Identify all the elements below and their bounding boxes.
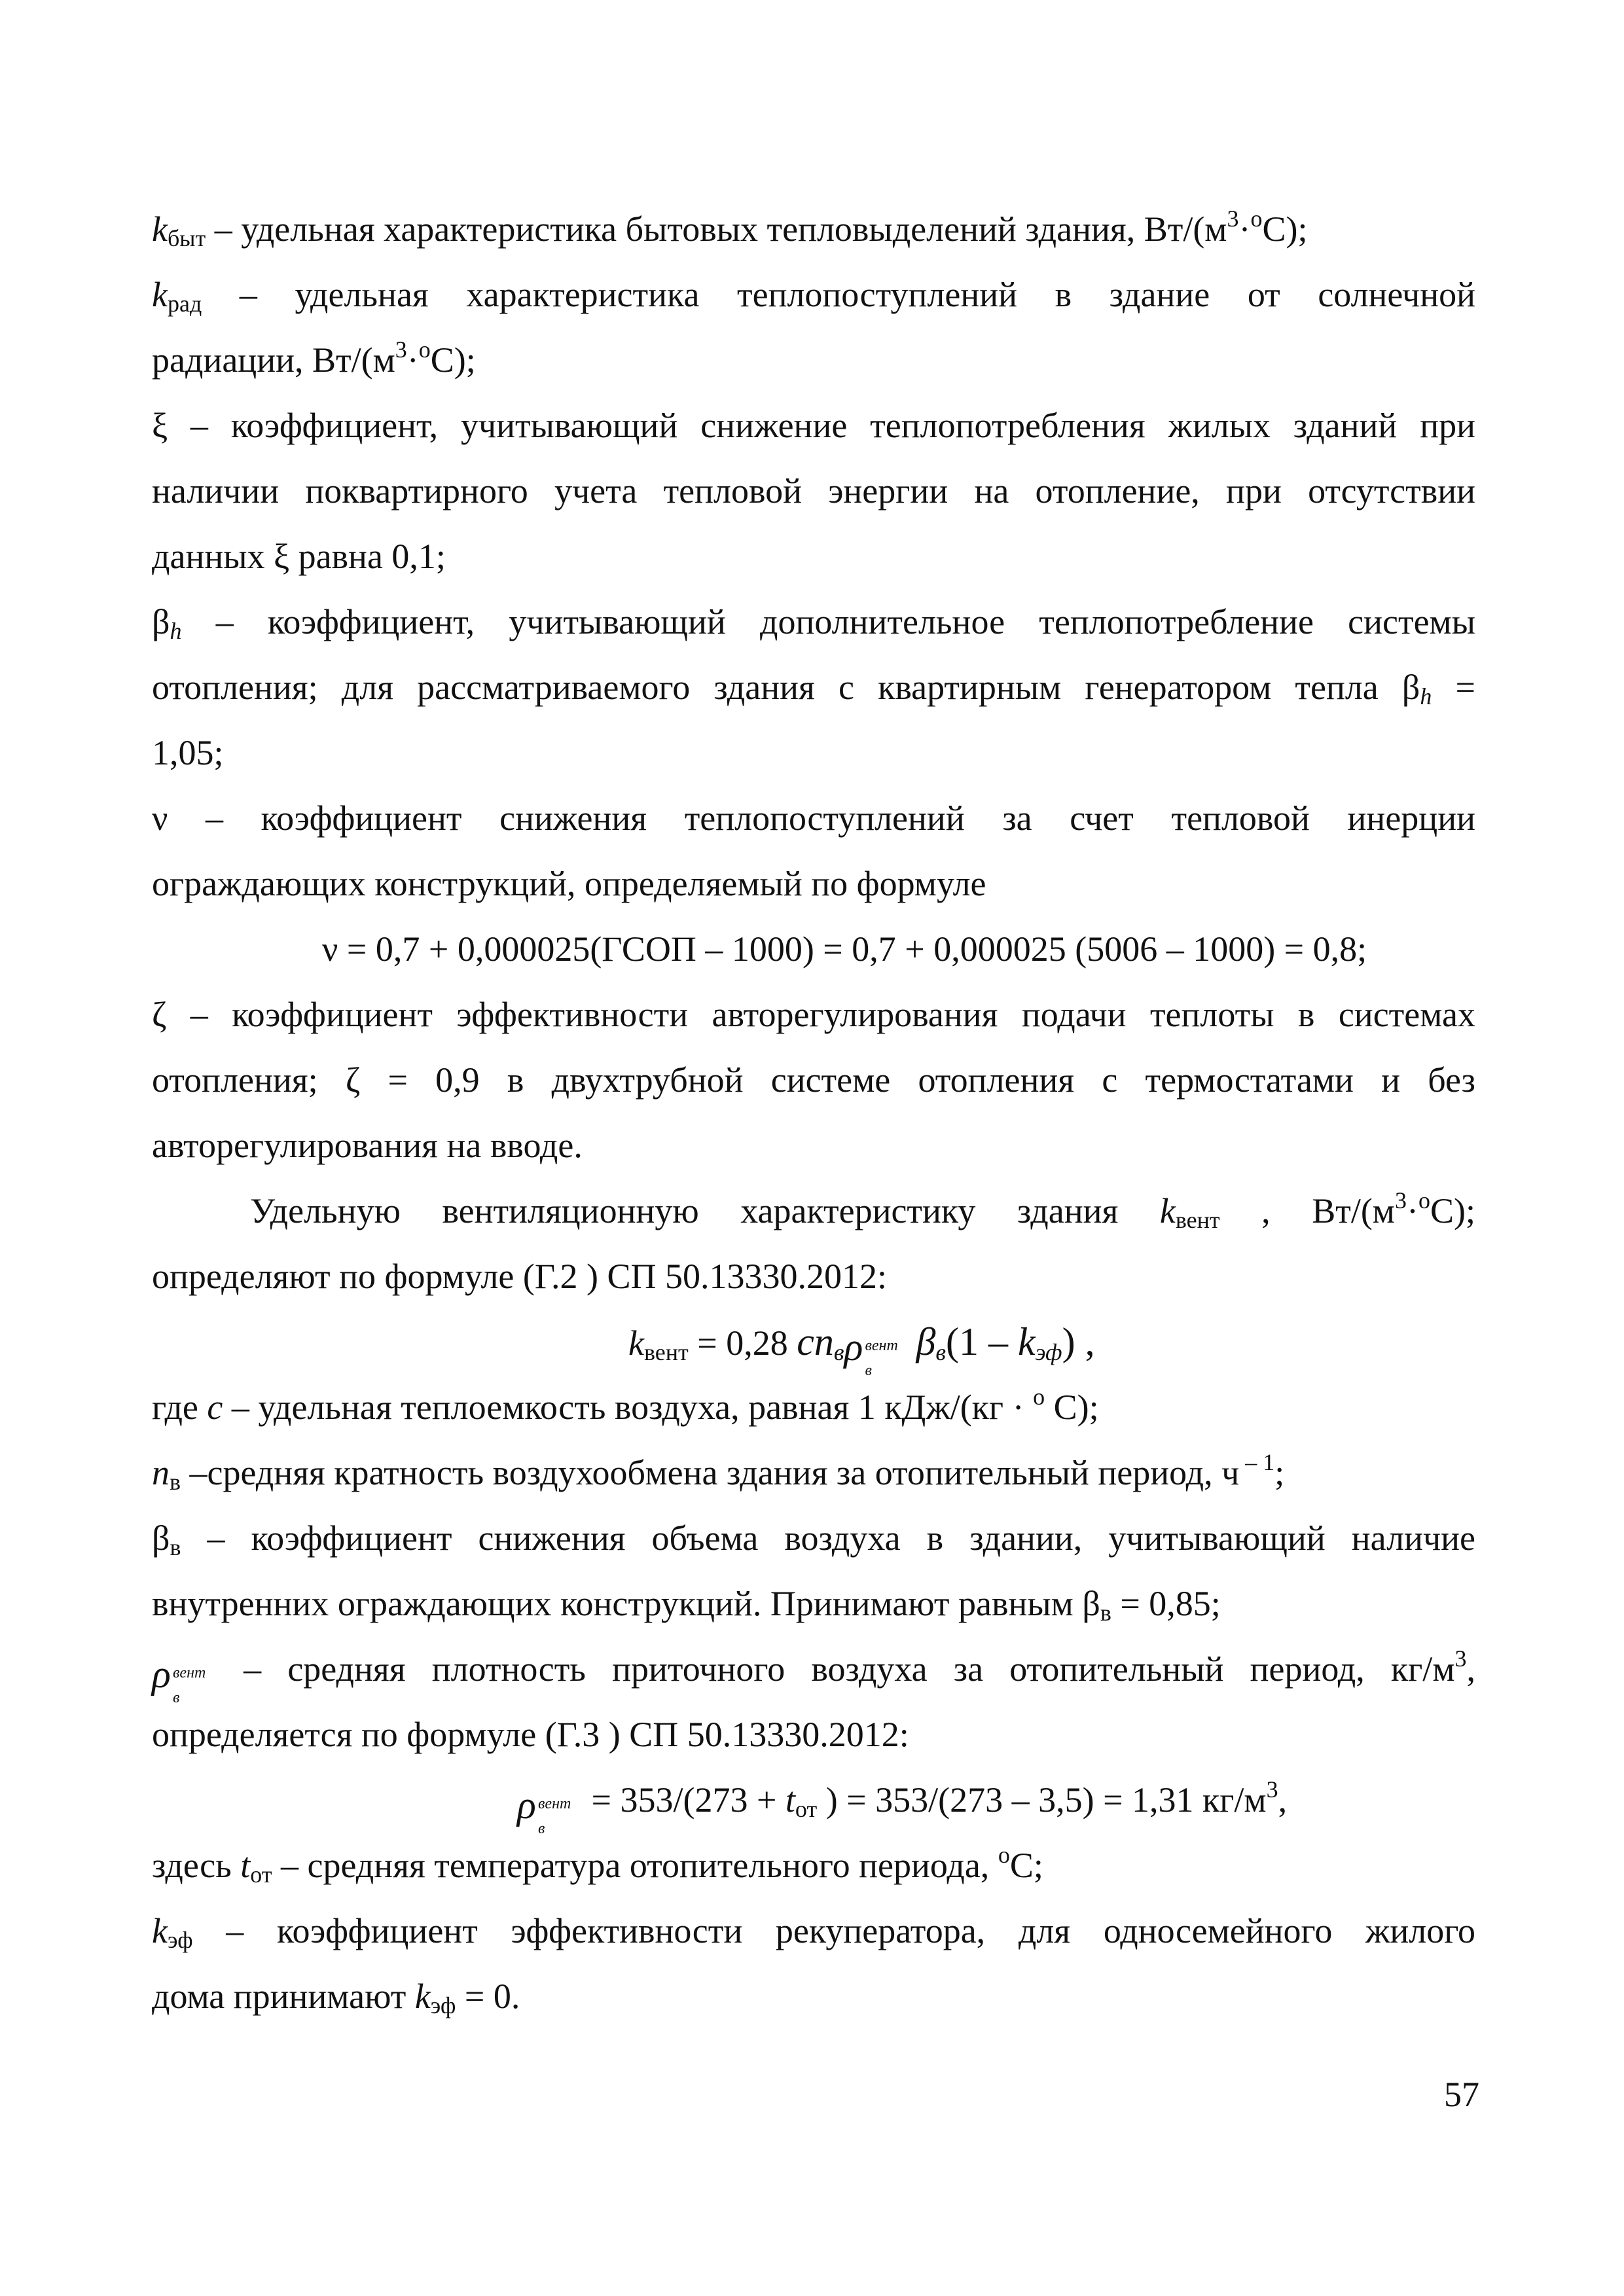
symbol: k xyxy=(152,209,168,249)
def-beta-h-line1 xyxy=(152,596,1475,648)
exponent: 3 xyxy=(1394,1187,1407,1213)
symbol: k xyxy=(628,1323,644,1363)
def-zeta-line3: авторегулирования на вводе. xyxy=(152,1126,583,1165)
def-beta-v-line1 xyxy=(152,1512,1475,1564)
symbol: k xyxy=(152,275,168,314)
lead-word: здесь xyxy=(152,1846,241,1885)
subscript: вент xyxy=(1175,1207,1220,1233)
formula-text: ) = 353/(273 – 3,5) = 1,31 кг/м xyxy=(817,1780,1267,1820)
dot: · xyxy=(1406,1191,1418,1230)
def-zeta-line2: отопления; ζ = 0,9 в двухтрубной системе отопления с термостатами и без xyxy=(152,1060,1475,1100)
symbol: t xyxy=(240,1846,251,1885)
def-t-ot xyxy=(152,1839,1475,1892)
def-zeta-line1: ζ – коэффициент эффективности авторегулирования подачи теплоты в системах xyxy=(152,995,1475,1034)
formula-text: = 353/(273 + xyxy=(583,1780,785,1820)
rho-term xyxy=(152,1643,217,1706)
subscript: в xyxy=(170,1534,181,1560)
def-c xyxy=(152,1381,1475,1433)
equals: = xyxy=(1432,668,1475,707)
def-nu-line1: ν – коэффициент снижения теплопоступлений за счет тепловой инерции xyxy=(152,798,1475,838)
symbol: β xyxy=(152,602,170,641)
punctuation: ; xyxy=(1274,1453,1285,1492)
subscript: быт xyxy=(167,225,206,251)
definition-text: радиации, Вт/(м xyxy=(152,340,395,380)
degree: о xyxy=(1033,1384,1045,1410)
symbol: t xyxy=(785,1780,795,1820)
page-number: 57 xyxy=(1444,2075,1479,2114)
subscript: в xyxy=(173,1689,180,1706)
def-n-v xyxy=(152,1446,1475,1499)
superscript: вент xyxy=(538,1795,571,1812)
unit-close: С; xyxy=(1009,1846,1043,1885)
unit-close: С); xyxy=(1045,1388,1099,1427)
subscript: h xyxy=(170,618,182,644)
unit-close: С); xyxy=(1262,209,1308,249)
degree: о xyxy=(1250,206,1263,232)
def-beta-v-line2 xyxy=(152,1577,1475,1630)
def-beta-h-line3: 1,05; xyxy=(152,733,224,772)
definition-text: – удельная характеристика бытовых тепловыделений здания, Вт/(м xyxy=(206,209,1227,249)
exponent: 3 xyxy=(395,336,407,363)
def-rho-line1 xyxy=(152,1643,1475,1706)
subscript: h xyxy=(1420,683,1432,709)
degree: о xyxy=(998,1842,1010,1868)
rho-symbol: ρ xyxy=(517,1784,536,1827)
subscript: от xyxy=(795,1796,818,1822)
definition-text: – удельная характеристика теплопоступлений в здание от солнечной xyxy=(202,275,1475,314)
def-k-rad-line1 xyxy=(152,268,1475,321)
subscript: эф xyxy=(1035,1339,1062,1365)
def-k-ef-line1 xyxy=(152,1905,1475,1957)
rho-symbol: ρ xyxy=(844,1325,863,1369)
superscript: вент xyxy=(865,1337,898,1354)
def-nu-line2: ограждающих конструкций, определяемый по формуле xyxy=(152,864,986,903)
symbol: n xyxy=(152,1453,170,1492)
superscript: вент xyxy=(173,1664,206,1681)
symbol: β xyxy=(152,1518,170,1558)
equals-coefficient: = 0,28 xyxy=(688,1323,797,1363)
exponent: 3 xyxy=(1454,1645,1467,1672)
symbol: k xyxy=(1018,1320,1036,1363)
def-xi-line3: данных ξ равна 0,1; xyxy=(152,537,446,576)
def-beta-h-line2 xyxy=(152,661,1475,713)
punctuation: , xyxy=(1466,1649,1475,1689)
subscript: в xyxy=(170,1469,181,1495)
definition-text: отопления; для рассматриваемого здания с квартирным генератором тепла β xyxy=(152,668,1420,707)
formula-rho xyxy=(517,1774,1288,1837)
unit-close: С); xyxy=(1430,1191,1475,1230)
rho-symbol: ρ xyxy=(152,1653,171,1696)
paragraph-text: Удельную вентиляционную характеристику здания xyxy=(250,1191,1160,1230)
punctuation: , xyxy=(1278,1780,1288,1820)
symbol: k xyxy=(152,1911,168,1950)
exponent: 3 xyxy=(1227,206,1239,232)
definition-text: внутренних ограждающих конструкций. Принимают равным β xyxy=(152,1584,1100,1623)
rho-term xyxy=(844,1316,916,1379)
def-rho-line2: определяется по формуле (Г.3 ) СП 50.13330.2012: xyxy=(152,1715,909,1754)
definition-text: – коэффициент, учитывающий дополнительное теплопотребление системы xyxy=(181,602,1475,641)
subscript: в xyxy=(935,1339,947,1365)
subscript: от xyxy=(250,1861,272,1888)
definition-text: – коэффициент эффективности рекуператора, для односемейного жилого xyxy=(192,1911,1475,1950)
subscript: в xyxy=(1100,1600,1111,1626)
subscript: в xyxy=(538,1820,545,1837)
definition-text: – коэффициент снижения объема воздуха в здании, учитывающий наличие xyxy=(181,1518,1475,1558)
subscript: рад xyxy=(167,291,202,317)
unit-text: , Вт/(м xyxy=(1219,1191,1395,1230)
symbol: k xyxy=(1159,1191,1176,1230)
definition-text: – удельная теплоемкость воздуха, равная 1 кДж/(кг · xyxy=(223,1388,1034,1427)
paren-open: (1 – xyxy=(946,1320,1018,1363)
unit-close: С); xyxy=(430,340,476,380)
subscript: в xyxy=(833,1339,844,1365)
vent-paragraph-line1 xyxy=(152,1185,1475,1237)
beta-symbol: β xyxy=(916,1320,936,1363)
dot: · xyxy=(1238,209,1251,249)
def-xi-line1: ξ – коэффициент, учитывающий снижение теплопотребления жилых зданий при xyxy=(152,406,1475,445)
subscript: в xyxy=(865,1362,872,1379)
def-k-byt xyxy=(152,203,1475,255)
value: = 0. xyxy=(456,1977,520,2016)
value: = 0,85; xyxy=(1111,1584,1221,1623)
definition-text: дома принимают xyxy=(152,1977,415,2016)
definition-text: – средняя плотность приточного воздуха за отопительный период, кг/м xyxy=(217,1649,1455,1689)
def-k-rad-line2 xyxy=(152,334,1475,386)
c-n-term: cn xyxy=(797,1320,834,1363)
def-xi-line2: наличии поквартирного учета тепловой энергии на отопление, при отсутствии xyxy=(152,471,1475,511)
symbol: k xyxy=(414,1977,431,2016)
symbol: c xyxy=(207,1388,223,1427)
degree: о xyxy=(418,336,431,363)
exponent: – 1 xyxy=(1239,1449,1275,1475)
definition-text: – средняя температура отопительного периода, xyxy=(272,1846,998,1885)
rho-term xyxy=(517,1774,583,1837)
dot: · xyxy=(406,340,419,380)
exponent: 3 xyxy=(1266,1776,1278,1803)
subscript: вент xyxy=(643,1339,689,1365)
paren-close: ) , xyxy=(1062,1320,1095,1363)
definition-text: –средняя кратность воздухообмена здания за отопительный период, ч xyxy=(181,1453,1240,1492)
lead-word: где xyxy=(152,1388,208,1427)
degree: о xyxy=(1418,1187,1430,1213)
def-k-ef-line2 xyxy=(152,1970,1475,2022)
subscript: эф xyxy=(167,1927,193,1953)
vent-paragraph-line2: определяют по формуле (Г.2 ) СП 50.13330.2012: xyxy=(152,1257,888,1296)
subscript: эф xyxy=(430,1992,456,2018)
formula-k-vent xyxy=(628,1316,1095,1379)
formula-nu: ν = 0,7 + 0,000025(ГСОП – 1000) = 0,7 + 0,000025 (5006 – 1000) = 0,8; xyxy=(322,929,1367,969)
